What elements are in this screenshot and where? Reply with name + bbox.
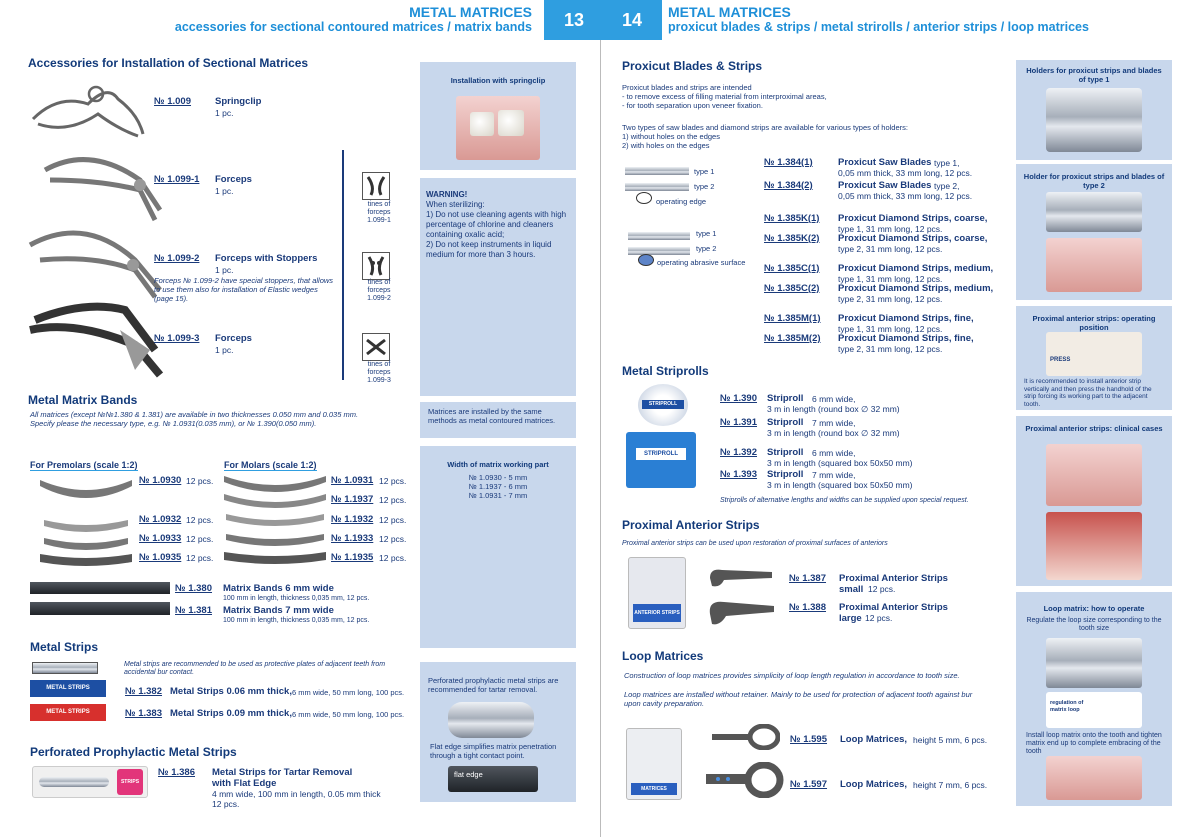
- proxicut-heading: Proxicut Blades & Strips: [622, 59, 763, 73]
- band-roll-name: Matrix Bands 6 mm wide: [223, 583, 334, 594]
- proxicut-desc2: 0,05 mm thick, 33 mm long, 12 pcs.: [838, 168, 973, 178]
- striproll-num: № 1.392: [720, 447, 758, 458]
- item-name: Springclip: [215, 96, 262, 107]
- proxicut-desc2: type 1, 31 mm long, 12 pcs.: [838, 224, 943, 234]
- item-qty: 1 pc.: [215, 108, 234, 118]
- loop-box-label: MATRICES: [631, 783, 677, 795]
- strirolls-heading: Metal Striprolls: [622, 364, 709, 378]
- operating-position-title: Proximal anterior strips: operating position: [1032, 314, 1156, 332]
- clinical-case-photo-2: [1046, 512, 1142, 580]
- anterior-strip-large-image: [706, 598, 776, 628]
- molar-qty: 12 pcs.: [379, 515, 407, 525]
- anterior-box-label: ANTERIOR STRIPS: [633, 604, 681, 622]
- proxicut-num: № 1.385K(1): [764, 213, 820, 224]
- strip-desc: 6 mm wide, 50 mm long, 100 pcs.: [292, 710, 405, 719]
- square-box-image: [626, 432, 696, 488]
- premolar-qty: 12 pcs.: [186, 553, 214, 563]
- clinical-cases-box: [1016, 416, 1172, 586]
- metal-strips-pack-1: [30, 680, 106, 697]
- loop-howto-text-1: Regulate the loop size corresponding to the tooth size: [1026, 617, 1162, 632]
- proxicut-name: Proxicut Diamond Strips, medium,: [838, 263, 994, 274]
- molar-qty: 12 pcs.: [379, 495, 407, 505]
- premolar-num: № 1.0933: [139, 533, 182, 544]
- molar-num: № 1.1932: [331, 514, 374, 525]
- strip-type2-label: type 2: [696, 244, 717, 253]
- proxicut-types-1: Two types of saw blades and diamond strips are available for various types of holders:: [622, 123, 908, 132]
- proxicut-name: Proxicut Diamond Strips, fine,: [838, 333, 974, 344]
- press-label: PRESS: [1050, 357, 1071, 363]
- loop-howto-box: [1016, 592, 1172, 806]
- tines-1-icon: [362, 172, 390, 200]
- round-box-image: [638, 384, 688, 426]
- loop-howto-text-2: Install loop matrix onto the tooth and tighten matrix end up to complete embracing of the tooth: [1026, 732, 1162, 755]
- premolar-num: № 1.0930: [139, 475, 182, 486]
- anterior-heading: Proximal Anterior Strips: [622, 518, 760, 532]
- flat-edge-photo: [448, 766, 538, 792]
- operating-edge-loupe-icon: [636, 192, 652, 204]
- forceps-image-3: [25, 290, 165, 385]
- loop-name: Loop Matrices,: [840, 734, 908, 745]
- striproll-name: Striproll: [767, 469, 804, 480]
- operating-position-box: [1016, 306, 1172, 410]
- loop-howto-title: Loop matrix: how to operate: [1043, 604, 1145, 613]
- striproll-desc1: 7 mm wide,: [812, 470, 856, 480]
- band-roll-7mm-image: [30, 602, 170, 615]
- accessories-heading: Accessories for Installation of Sectional Matrices: [28, 56, 309, 70]
- premolars-heading: For Premolars (scale 1:2): [30, 460, 138, 470]
- loop-desc: height 7 mm, 6 pcs.: [913, 780, 988, 790]
- perforated-pack-label: STRIPS: [120, 779, 140, 785]
- operating-abrasive-label: operating abrasive surface: [657, 258, 746, 267]
- item-qty: 1 pc.: [215, 265, 234, 275]
- anterior-box-image: [628, 557, 686, 629]
- band-roll-num: № 1.381: [175, 605, 213, 616]
- premolar-num: № 1.0935: [139, 552, 182, 563]
- loop-matrix-7mm-image: [704, 762, 784, 798]
- blade-type1-image: [625, 167, 689, 175]
- proxicut-types-3: 2) with holes on the edges: [622, 141, 710, 150]
- warning-subtitle: When sterilizing:: [426, 200, 485, 209]
- premolar-qty: 12 pcs.: [186, 515, 214, 525]
- loop-regulation-label: regulation of matrix loop: [1050, 700, 1084, 713]
- proxicut-name: Proxicut Diamond Strips, fine,: [838, 313, 974, 324]
- matrices-note-box: [420, 402, 576, 438]
- strip-type2-image: [628, 247, 690, 255]
- holders-type1-box: [1016, 60, 1172, 160]
- proxicut-num: № 1.385M(2): [764, 333, 821, 344]
- abrasive-loupe-icon: [638, 254, 654, 266]
- right-header-subtitle: proxicut blades & strips / metal strirolls / anterior strips / loop matrices: [668, 20, 1089, 34]
- perforated-num: № 1.386: [158, 767, 196, 778]
- proxicut-name: Proxicut Saw Blades: [838, 157, 932, 168]
- page-divider: [600, 0, 601, 837]
- striproll-num: № 1.390: [720, 393, 758, 404]
- anterior-num: № 1.388: [789, 602, 827, 613]
- proxicut-num: № 1.384(1): [764, 157, 813, 168]
- proxicut-intro-2: - to remove excess of filling material from interproximal areas,: [622, 92, 827, 101]
- item-number: № 1.099-2: [154, 253, 200, 264]
- loop-howto-photo-1: [1046, 638, 1142, 688]
- striproll-desc2: 3 m in length (round box ∅ 32 mm): [767, 404, 900, 414]
- band-roll-desc: 100 mm in length, thickness 0,035 mm, 12 pcs.: [223, 617, 370, 624]
- molar-bands-image: [220, 470, 330, 570]
- loop-num: № 1.597: [790, 779, 828, 790]
- perforated-qty: 12 pcs.: [212, 799, 240, 809]
- blade-type2-label: type 2: [694, 182, 715, 191]
- premolar-qty: 12 pcs.: [186, 534, 214, 544]
- forceps-note: Forceps № 1.099-2 have special stoppers, that allows to use them also for installation of Elastic wedges (page 15).: [154, 276, 334, 303]
- proxicut-intro-1: Proxicut blades and strips are intended: [622, 83, 752, 92]
- striproll-num: № 1.393: [720, 469, 758, 480]
- tines-1-label: tines of forceps 1.099-1: [367, 201, 391, 224]
- striproll-desc1: 7 mm wide,: [812, 418, 856, 428]
- anterior-name: Proximal Anterior Strips small: [839, 573, 948, 595]
- band-roll-name: Matrix Bands 7 mm wide: [223, 605, 334, 616]
- item-name: Forceps: [215, 333, 252, 344]
- anterior-num: № 1.387: [789, 573, 827, 584]
- width-1: № 1.0930 - 5 mm: [468, 473, 528, 482]
- proxicut-desc2: type 2, 31 mm long, 12 pcs.: [838, 344, 943, 354]
- blade-type1-label: type 1: [694, 167, 715, 176]
- premolar-num: № 1.0932: [139, 514, 182, 525]
- perforated-box: [420, 662, 576, 802]
- proxicut-num: № 1.384(2): [764, 180, 813, 191]
- perforated-strip-photo: [448, 702, 534, 738]
- item-name: Forceps: [215, 174, 252, 185]
- bands-heading: Metal Matrix Bands: [28, 393, 138, 407]
- molar-num: № 1.1933: [331, 533, 374, 544]
- striproll-num: № 1.391: [720, 417, 758, 428]
- item-number: № 1.009: [154, 96, 192, 107]
- round-box-label: STRIPROLL: [642, 400, 684, 409]
- left-header-subtitle: accessories for sectional contoured matrices / matrix bands: [174, 20, 532, 34]
- striproll-name: Striproll: [767, 393, 804, 404]
- anterior-qty: 12 pcs.: [865, 613, 893, 623]
- proxicut-name: Proxicut Saw Blades: [838, 180, 932, 191]
- proxicut-num: № 1.385C(2): [764, 283, 820, 294]
- loop-desc: height 5 mm, 6 pcs.: [913, 735, 988, 745]
- proxicut-desc2: type 2, 31 mm long, 12 pcs.: [838, 294, 943, 304]
- metal-strip-image: [32, 662, 98, 674]
- holders-type1-caption: Holders for proxicut strips and blades of type 1: [1026, 66, 1162, 84]
- page-number-13: 13: [544, 0, 604, 40]
- strirolls-note: Striprolls of alternative lengths and widths can be supplied upon special request.: [720, 497, 969, 504]
- strips-heading: Metal Strips: [30, 640, 99, 654]
- operating-position-text: It is recommended to install anterior strip vertically and then press the handhold of the strip forcing its working part to the adjacent tooth.: [1024, 378, 1152, 408]
- perforated-box-note: Perforated prophylactic metal strips are recommended for tartar removal.: [428, 676, 559, 694]
- proxicut-desc1: type 2,: [934, 181, 960, 191]
- holders-type2-box: [1016, 164, 1172, 300]
- striproll-desc1: 6 mm wide,: [812, 394, 856, 404]
- tines-2-icon: [362, 252, 390, 280]
- operating-position-photo: [1046, 332, 1142, 376]
- band-roll-6mm-image: [30, 582, 170, 594]
- striproll-name: Striproll: [767, 447, 804, 458]
- holders-type2-clinical-photo: [1046, 238, 1142, 292]
- proxicut-num: № 1.385M(1): [764, 313, 821, 324]
- page-number-14: 14: [602, 0, 662, 40]
- striproll-desc2: 3 m in length (squared box 50x50 mm): [767, 480, 913, 490]
- loop-num: № 1.595: [790, 734, 828, 745]
- strip-desc: 6 mm wide, 50 mm long, 100 pcs.: [292, 688, 405, 697]
- strips-note: Metal strips are recommended to be used as protective plates of adjacent teeth from accidental bur contact.: [124, 661, 386, 676]
- flat-edge-note: Flat edge simplifies matrix penetration through a tight contact point.: [430, 742, 557, 760]
- installation-caption: Installation with springclip: [450, 76, 546, 85]
- bands-intro: All matrices (except №№1.380 & 1.381) are available in two thicknesses 0.050 mm and 0.035 mm. Specify please the necessary type, e.g. № 1.0931(0.035 mm), or № 1.390(0.050 mm).: [30, 410, 359, 428]
- striproll-desc2: 3 m in length (squared box 50x50 mm): [767, 458, 913, 468]
- perforated-desc: 4 mm wide, 100 mm in length, 0.05 mm thick: [212, 789, 381, 799]
- proxicut-desc2: type 1, 31 mm long, 12 pcs.: [838, 274, 943, 284]
- proxicut-desc1: type 1,: [934, 158, 960, 168]
- strip-num: № 1.383: [125, 708, 163, 719]
- proxicut-num: № 1.385K(2): [764, 233, 820, 244]
- warning-title: WARNING!: [426, 190, 468, 199]
- striproll-desc2: 3 m in length (round box ∅ 32 mm): [767, 428, 900, 438]
- metal-strips-pack-2: [30, 704, 106, 721]
- holders-type2-caption: Holder for proxicut strips and blades of type 2: [1023, 172, 1165, 190]
- width-2: № 1.1937 - 6 mm: [468, 482, 528, 491]
- clinical-cases-title: Proximal anterior strips: clinical cases: [1025, 424, 1163, 433]
- tines-3-label: tines of forceps 1.099-3: [367, 361, 391, 384]
- tines-2-label: tines of forceps 1.099-2: [367, 279, 391, 302]
- left-header-title: METAL MATRICES: [409, 4, 532, 20]
- item-qty: 1 pc.: [215, 345, 234, 355]
- clinical-case-photo-1: [1046, 444, 1142, 506]
- striproll-name: Striproll: [767, 417, 804, 428]
- strip-type1-label: type 1: [696, 229, 717, 238]
- item-number: № 1.099-1: [154, 174, 200, 185]
- perforated-heading: Perforated Prophylactic Metal Strips: [30, 745, 237, 759]
- right-header-title: METAL MATRICES: [668, 4, 791, 20]
- blade-type2-image: [625, 183, 689, 191]
- holders-type2-photo: [1046, 192, 1142, 232]
- strip-num: № 1.382: [125, 686, 163, 697]
- left-header: [0, 0, 600, 44]
- operating-edge-label: operating edge: [656, 197, 707, 206]
- loop-name: Loop Matrices,: [840, 779, 908, 790]
- item-qty: 1 pc.: [215, 186, 234, 196]
- striproll-desc1: 6 mm wide,: [812, 448, 856, 458]
- warning-point-1: 1) Do not use cleaning agents with high percentage of chlorine and cleaners containing oxalic acid;: [426, 210, 567, 239]
- anterior-qty: 12 pcs.: [868, 584, 896, 594]
- strip-name: Metal Strips 0.09 mm thick,: [170, 708, 292, 719]
- proxicut-name: Proxicut Diamond Strips, coarse,: [838, 233, 988, 244]
- forceps-image-2: [25, 215, 165, 300]
- width-3: № 1.0931 - 7 mm: [468, 491, 528, 500]
- warning-box: [420, 178, 576, 396]
- molar-num: № 1.1935: [331, 552, 374, 563]
- strip-name: Metal Strips 0.06 mm thick,: [170, 686, 292, 697]
- perforated-pack-image: [32, 766, 148, 798]
- molar-num: № 1.1937: [331, 494, 374, 505]
- molar-num: № 1.0931: [331, 475, 374, 486]
- width-box: [420, 446, 576, 648]
- springclip-image: [28, 74, 148, 144]
- proxicut-num: № 1.385C(1): [764, 263, 820, 274]
- loop-note-1: Construction of loop matrices provides simplicity of loop length regulation in accordance to tooth size.: [624, 671, 960, 680]
- loop-howto-photo-2: [1046, 756, 1142, 800]
- pack-label: METAL STRIPS: [46, 709, 90, 715]
- perforated-name: Metal Strips for Tartar Removal with Flat Edge: [212, 767, 353, 789]
- molars-heading: For Molars (scale 1:2): [224, 460, 317, 470]
- loop-heading: Loop Matrices: [622, 649, 704, 663]
- pack-label: METAL STRIPS: [46, 685, 90, 691]
- item-number: № 1.099-3: [154, 333, 200, 344]
- loop-matrix-5mm-image: [710, 724, 780, 750]
- proxicut-name: Proxicut Diamond Strips, medium,: [838, 283, 994, 294]
- molar-qty: 12 pcs.: [379, 476, 407, 486]
- width-title: Width of matrix working part: [447, 460, 549, 469]
- band-roll-desc: 100 mm in length, thickness 0,035 mm, 12 pcs.: [223, 595, 370, 602]
- molar-qty: 12 pcs.: [379, 553, 407, 563]
- proxicut-desc2: 0,05 mm thick, 33 mm long, 12 pcs.: [838, 191, 973, 201]
- strip-type1-image: [628, 232, 690, 240]
- tines-divider: [342, 150, 344, 380]
- flat-edge-label: flat edge: [454, 770, 483, 779]
- anterior-strip-small-image: [706, 566, 776, 590]
- square-box-label: STRIPROLL: [636, 448, 686, 460]
- loop-box-image: [626, 728, 682, 800]
- proxicut-name: Proxicut Diamond Strips, coarse,: [838, 213, 988, 224]
- warning-point-2: 2) Do not keep instruments in liquid medium for more than 3 hours.: [426, 240, 552, 259]
- proxicut-desc2: type 1, 31 mm long, 12 pcs.: [838, 324, 943, 334]
- holders-type1-photo: [1046, 88, 1142, 152]
- band-roll-num: № 1.380: [175, 583, 213, 594]
- premolar-qty: 12 pcs.: [186, 476, 214, 486]
- premolar-bands-image: [36, 470, 136, 570]
- installation-box: [420, 62, 576, 170]
- matrices-note: Matrices are installed by the same methods as metal contoured matrices.: [428, 407, 556, 425]
- tines-3-icon: [362, 333, 390, 361]
- proxicut-types-2: 1) without holes on the edges: [622, 132, 720, 141]
- proxicut-desc2: type 2, 31 mm long, 12 pcs.: [838, 244, 943, 254]
- anterior-name: Proximal Anterior Strips large: [839, 602, 948, 624]
- proxicut-intro-3: - for tooth separation upon veneer fixation.: [622, 101, 763, 110]
- molar-qty: 12 pcs.: [379, 534, 407, 544]
- installation-photo: [456, 96, 540, 160]
- item-name: Forceps with Stoppers: [215, 253, 318, 264]
- loop-note-2: Loop matrices are installed without retainer. Mainly to be used for protection of adjacent tooth against bur upon cavity preparation.: [624, 690, 973, 708]
- loop-howto-diagram: [1046, 692, 1142, 728]
- anterior-note: Proximal anterior strips can be used upon restoration of proximal surfaces of anteriors: [622, 540, 888, 547]
